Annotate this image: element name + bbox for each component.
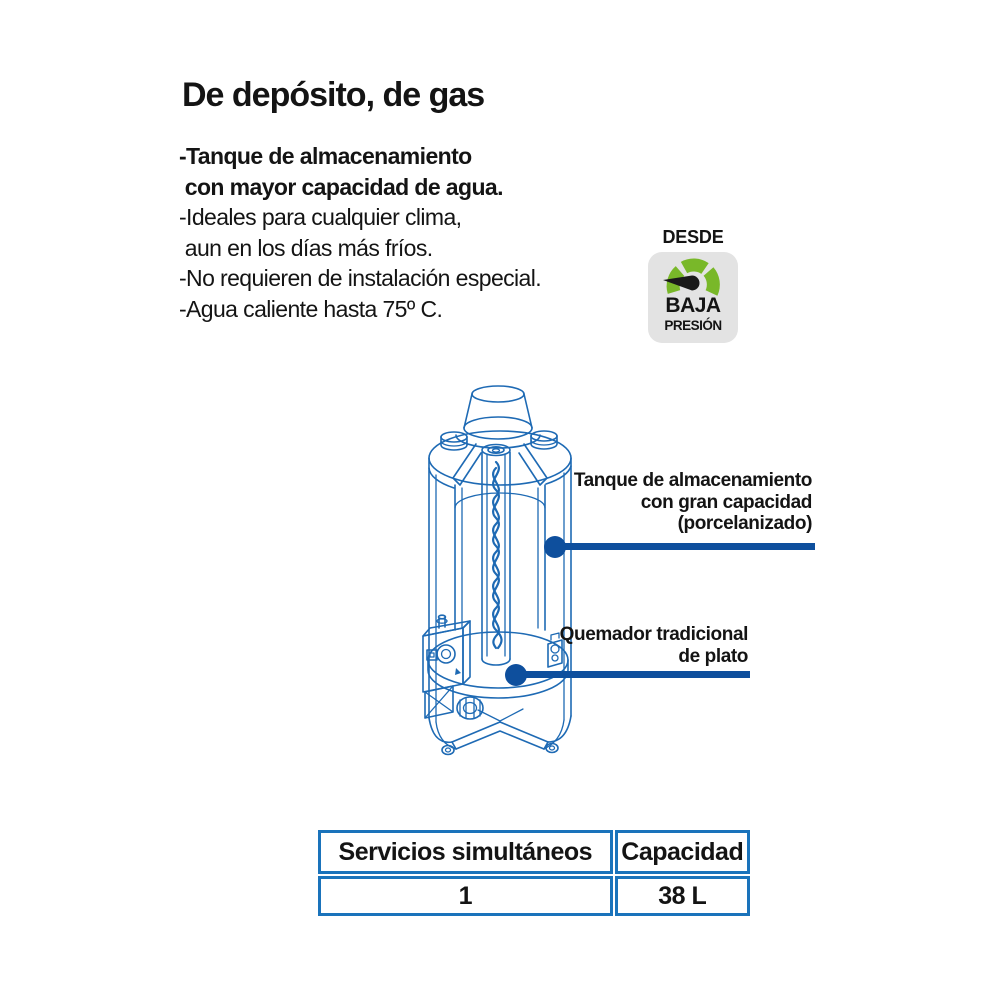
callout-burner-label: Quemador tradicional de plato xyxy=(559,624,748,667)
feature-list xyxy=(179,141,541,324)
badge-word-baja: BAJA xyxy=(665,294,721,317)
badge-heading: DESDE xyxy=(662,227,724,247)
feature-line: aun en los días más fríos. xyxy=(179,234,433,261)
feature-line: con mayor capacidad de agua. xyxy=(179,173,503,200)
low-pressure-badge xyxy=(648,252,738,343)
spec-table-value-capacidad: 38 L xyxy=(615,876,750,916)
feature-line: -Tanque de almacenamiento xyxy=(179,143,472,169)
page-title: De depósito, de gas xyxy=(182,76,485,114)
callout-tank-dot xyxy=(544,536,566,558)
callout-burner-dot xyxy=(505,664,527,686)
spec-table-data-row xyxy=(318,876,750,916)
callout-tank-label: Tanque de almacenamiento con gran capacidad (porcelanizado) xyxy=(573,470,812,534)
spec-table xyxy=(316,828,752,918)
badge-word-presion: PRESIÓN xyxy=(664,318,722,333)
water-heater-cutaway-diagram xyxy=(420,378,580,773)
feature-line: -No requieren de instalación especial. xyxy=(179,265,542,291)
feature-line: -Ideales para cualquier clima, xyxy=(179,204,462,230)
spec-table-header-servicios: Servicios simultáneos xyxy=(318,830,613,874)
spec-table-header-capacidad: Capacidad xyxy=(615,830,750,874)
callout-burner-line xyxy=(516,671,750,678)
feature-line: -Agua caliente hasta 75º C. xyxy=(179,295,443,322)
spec-table-value-servicios: 1 xyxy=(318,876,613,916)
spec-table-header-row xyxy=(318,830,750,874)
callout-tank-line xyxy=(555,543,815,550)
